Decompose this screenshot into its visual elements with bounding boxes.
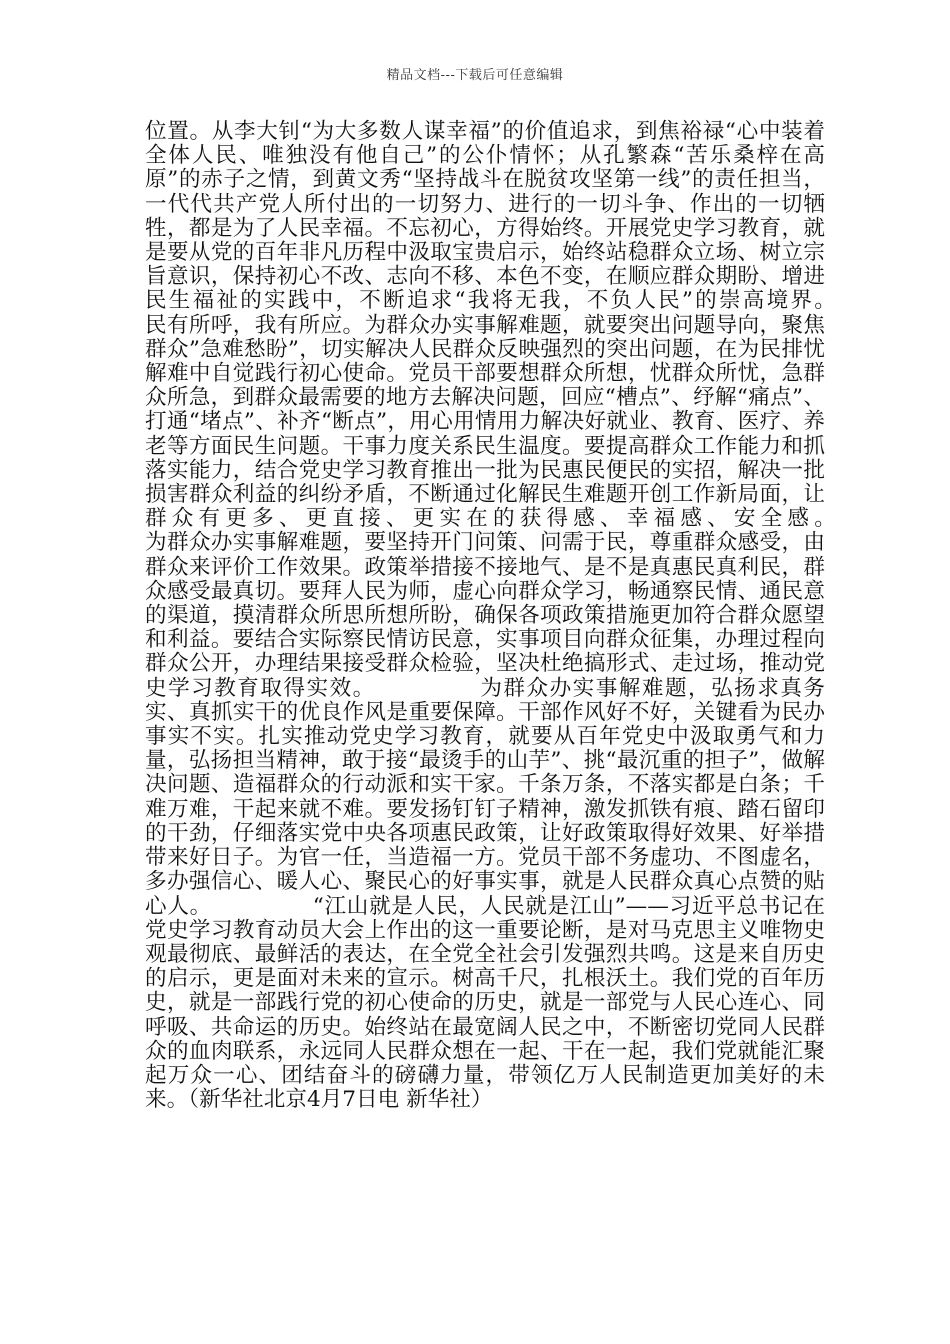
article-body: 位置。从李大钊“为大多数人谋幸福”的价值追求，到焦裕禄“心中装着全体人民、唯独没有他自己”的公仆情怀；从孔繁森“苦乐桑梓在高原”的赤子之情，到黄文秀“坚持战斗在脱贫攻坚第一线”的责任担当，一代代共产党人所付出的一切努力、进行的一切斗争、作出的一切牺牲，都是为了人民幸福。不忘初心，方得始终。开展党史学习教育，就是要从党的百年非凡历程中汲取宝贵启示，始终站稳群众立场、树立宗旨意识，保持初心不改、志向不移、本色不变，在顺应群众期盼、增进民生福祉的实践中，不断追求“我将无我，不负人民”的崇高境界。 民有所呼，我有所应。为群众办实事解难题，就要突出问题导向，聚焦群众”急难愁盼”，切实解决人民群众反映强烈的突出问题，在为民排忧解难中自觉践行初心使命。党员干部要想群众所想，忧群众所忧，急群众所急，到群众最需要的地方去解决问题，回应“槽点”、纾解“痛点”、打通“堵点”、补齐“断点”，用心用情用力解决好就业、教育、医疗、养老等方面民生问题。干事力度关系民生温度。要提高群众工作能力和抓落实能力，结合党史学习教育推出一批为民惠民便民的实招，解决一批损害群众利益的纠纷矛盾，不断通过化解民生难题开创工作新局面，让群众有更多、更直接、更实在的获得感、幸福感、安全感。 为群众办实事解难题，要坚持开门问策、问需于民，尊重群众感受，由群众来评价工作效果。政策举措接不接地气、是不是真惠民真利民，群众感受最真切。要拜人民为师，虚心向群众学习，畅通察民情、通民意的渠道，摸清群众所思所想所盼，确保各项政策措施更加符合群众愿望和利益。要结合实际察民情访民意，实事项目向群众征集，办理过程向群众公开，办理结果接受群众检验，坚决杜绝搞形式、走过场，推动党史学习教育取得实效。 为群众办实事解难题，弘扬求真务实、真抓实干的优良作风是重要保障。干部作风好不好，关键看为民办事实不实。扎实推动党史学习教育，就要从百年党史中汲取勇气和力量，弘扬担当精神，敢于接“最烫手的山芋”、挑“最沉重的担子”，做解决问题、造福群众的行动派和实干家。千条万条，不落实都是白条；千难万难，干起来就不难。要发扬钉钉子精神，激发抓铁有痕、踏石留印的干劲，仔细落实党中央各项惠民政策，让好政策取得好效果、好举措带来好日子。为官一任，当造福一方。党员干部不务虚功、不图虚名，多办强信心、暖人心、聚民心的好事实事，就是人民群众真心点赞的贴心人。 “江山就是人民，人民就是江山”——习近平总书记在党史学习教育动员大会上作出的这一重要论断，是对马克思主义唯物史观最彻底、最鲜活的表达，在全党全社会引发强烈共鸣。这是来自历史的启示，更是面对未来的宣示。树高千尺，扎根沃土。我们党的百年历史，就是一部践行党的初心使命的历史，就是一部党与人民心连心、同呼吸、共命运的历史。始终站在最宽阔人民之中，不断密切党同人民群众的血肉联系，永远同人民群众想在一起、干在一起，我们党就能汇聚起万众一心、团结奋斗的磅礴力量，带领亿万人民制造更加美好的未来。（新华社北京4月7日电 新华社） [145,119,933,1113]
page-header: 精品文档---下载后可任意编辑 [386,68,564,83]
